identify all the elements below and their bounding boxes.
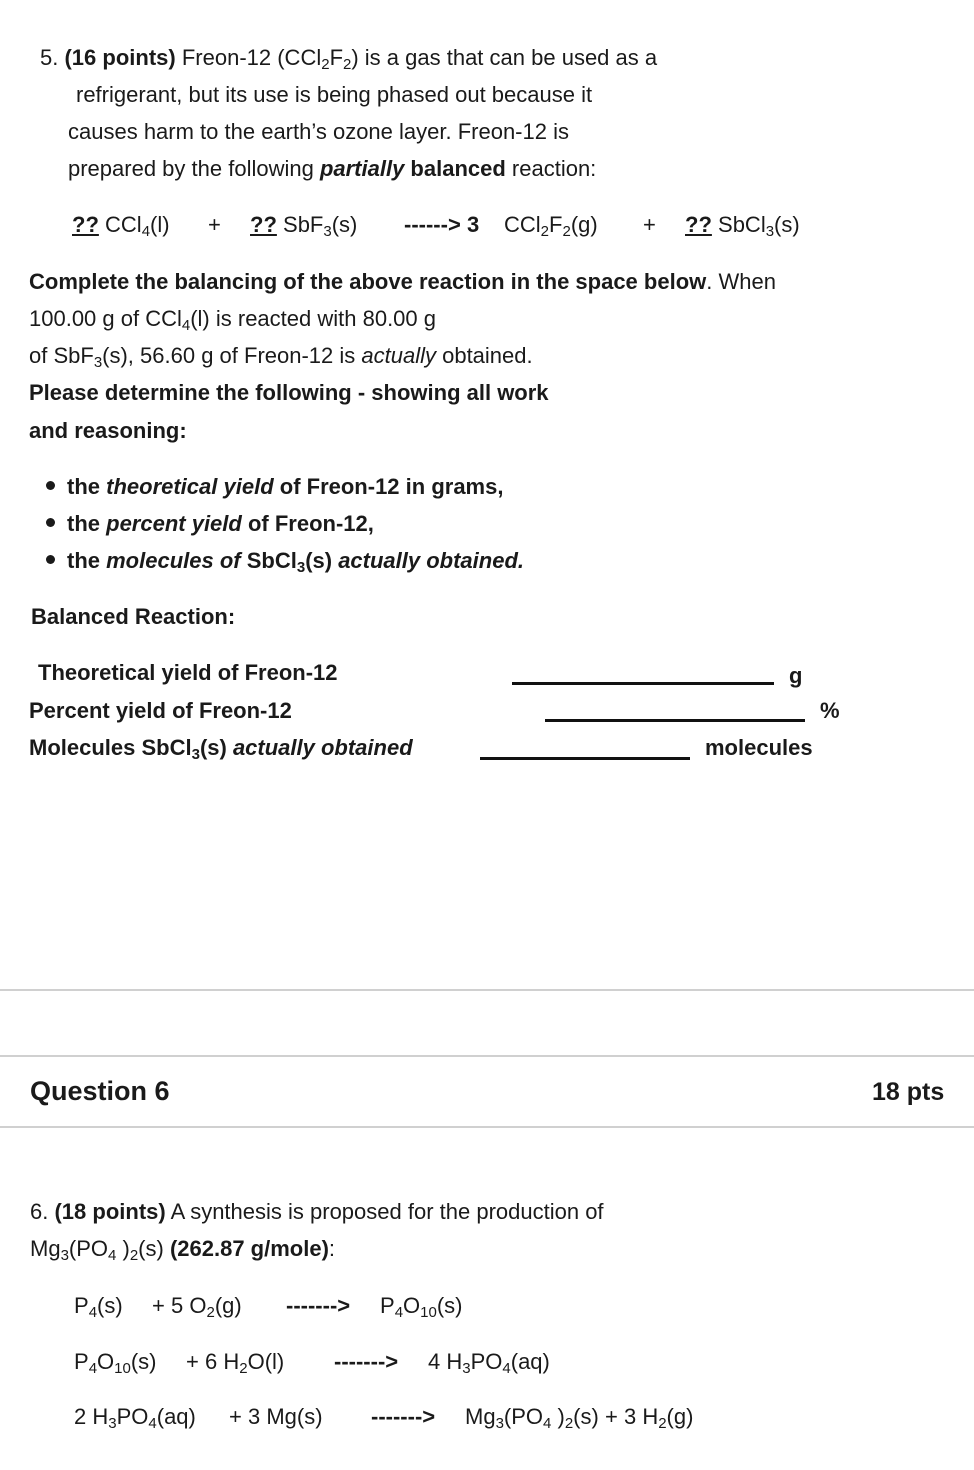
q5-bullet-theoretical: the theoretical yield of Freon-12 in grams, — [46, 474, 503, 500]
q5-eq-arrow: ------> 3 — [404, 212, 480, 237]
q5-eq-sbf3: ?? SbF$_3$(s) — [250, 212, 358, 240]
q6-r1-reactant-2: + 5 $O_2(g)$ — [152, 1293, 242, 1321]
question-6-title: Question 6 — [30, 1076, 170, 1106]
bullet-dot-icon — [46, 555, 55, 564]
q5-task-line3: of SbF$_3$(s), 56.60 g of Freon-12 is actually obtained. — [29, 343, 533, 371]
bullet-dot-icon — [46, 481, 55, 490]
q5-intro-line1: 5. (16 points) Freon-12 $(CCl_2F_2)$ is a gas that can be used as a — [40, 45, 658, 73]
q5-intro-line2: refrigerant, but its use is being phased out because it — [76, 82, 593, 107]
question-6-points: 18 pts — [872, 1078, 945, 1106]
percent-yield-blank[interactable] — [545, 719, 805, 722]
q5-eq-plus-2: + — [643, 212, 656, 237]
percent-yield-label: Percent yield of Freon-12 — [29, 698, 292, 723]
q5-task-line4: Please determine the following - showing all work — [29, 380, 549, 405]
q6-r3-arrow: -------> — [371, 1404, 436, 1429]
theoretical-yield-unit: g — [789, 663, 803, 688]
q5-eq-plus-1: + — [208, 212, 221, 237]
q5-intro-line4: prepared by the following partially balanced reaction: — [68, 156, 597, 181]
q6-r3-products: $Mg_3(PO_4$ )$_2(s) + 3$ $H_2(g)$ — [465, 1404, 694, 1432]
question-header-top-border — [0, 1055, 974, 1057]
q6-r2-arrow: -------> — [334, 1349, 399, 1374]
molecules-label: Molecules SbCl$_3$(s) actually obtained — [29, 735, 413, 763]
q5-bullet-molecules: the molecules of SbCl$_3$(s) actually obtained. — [46, 548, 524, 574]
q6-r1-product: $P_4O_{10}(s)$ — [380, 1293, 463, 1321]
q5-balanced-reaction-label: Balanced Reaction: — [31, 604, 236, 629]
q5-task-line2: 100.00 g of CCl$_4$(l) is reacted with 80.00 g — [29, 306, 436, 334]
q5-eq-sbcl3: ?? SbCl$_3$(s) — [685, 212, 800, 240]
theoretical-yield-blank[interactable] — [512, 682, 774, 685]
theoretical-yield-label: Theoretical yield of Freon-12 — [38, 660, 338, 685]
q5-intro-line3: causes harm to the earth’s ozone layer. Freon-12 is — [68, 119, 569, 144]
percent-yield-unit: % — [820, 698, 840, 723]
molecules-unit: molecules — [705, 735, 813, 760]
q5-reaction-equation: ?? CCl$_4$(l) — [72, 212, 170, 240]
q6-intro-line1: 6. (18 points) A synthesis is proposed for the production of — [30, 1199, 604, 1224]
q6-r2-reactant-2: + 6 $H_2O(l)$ — [186, 1349, 285, 1377]
q6-r3-reactant-2: + 3 Mg(s) — [229, 1404, 323, 1429]
q6-reaction-2: $P_4O_{10}(s)$ — [74, 1349, 157, 1377]
molecules-blank[interactable] — [480, 757, 690, 760]
q5-bullet-percent: the percent yield of Freon-12, — [46, 511, 374, 537]
section-divider — [0, 989, 974, 991]
q6-r1-arrow: -------> — [286, 1293, 351, 1318]
q5-task-line1: Complete the balancing of the above reaction in the space below. When — [29, 269, 776, 294]
q6-reaction-1: $P_4(s)$ — [74, 1293, 123, 1321]
q5-eq-freon: $CCl_2F_2(g)$ — [504, 212, 598, 240]
question-header-bottom-border — [0, 1126, 974, 1128]
q6-intro-line2: $Mg_3(PO_4$ )$_2(s)$ (262.87 g/mole): — [30, 1236, 336, 1264]
q6-reaction-3: 2 $H_3PO_4(aq)$ — [74, 1404, 196, 1432]
q6-r2-product: 4 $H_3PO_4(aq)$ — [428, 1349, 550, 1377]
q5-task-line5: and reasoning: — [29, 418, 187, 443]
bullet-dot-icon — [46, 518, 55, 527]
